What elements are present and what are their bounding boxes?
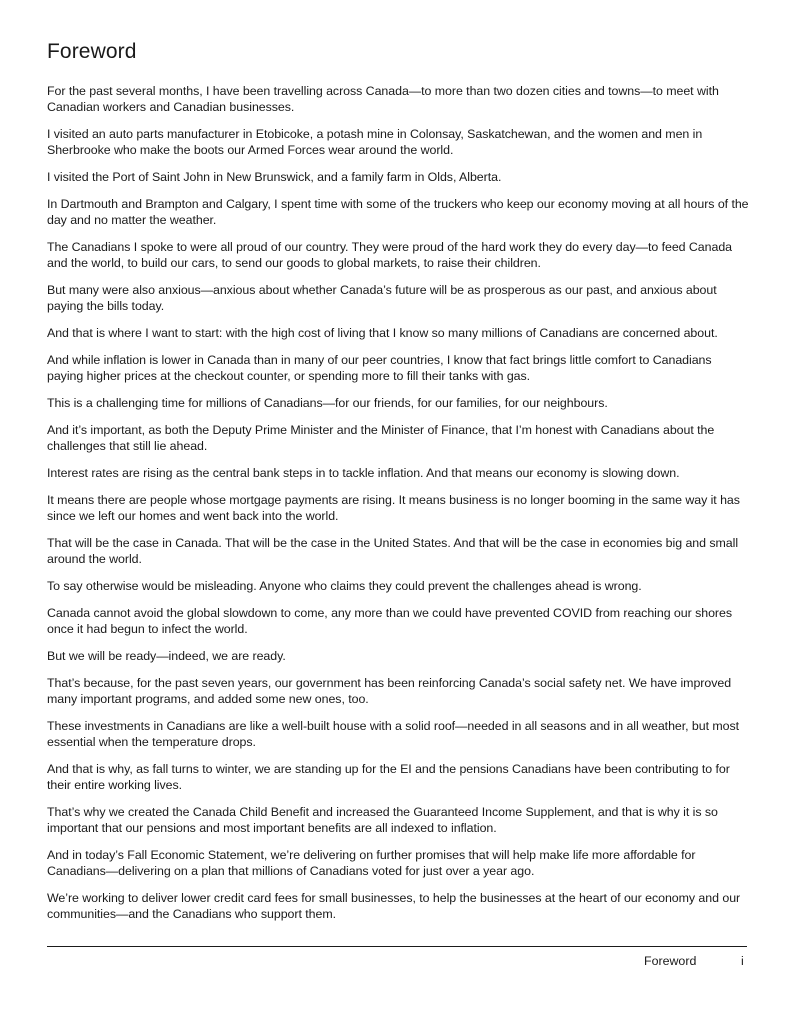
paragraph: These investments in Canadians are like a well-built house with a solid roof—needed in all seasons and in all weather, but most essential when the temperature drops. bbox=[47, 719, 740, 749]
paragraph: We’re working to deliver lower credit card fees for small businesses, to help the businesses at the heart of our economy and our communities—and the Canadians who support them. bbox=[47, 891, 741, 921]
paragraph: Canada cannot avoid the global slowdown to come, any more than we could have prevented COVID from reaching our shores once it had begun to infect the world. bbox=[47, 606, 732, 636]
paragraph: And that is why, as fall turns to winter, we are standing up for the EI and the pensions Canadians have been contributing to for their entire working lives. bbox=[47, 762, 730, 792]
paragraph: And in today’s Fall Economic Statement, we’re delivering on further promises that will help make life more affordable for Canadians—delivering on a plan that millions of Canadians voted for just over a year ago. bbox=[47, 848, 696, 878]
paragraph: Interest rates are rising as the central bank steps in to tackle inflation. And that means our economy is slowing down. bbox=[47, 466, 680, 480]
paragraph: It means there are people whose mortgage payments are rising. It means business is no longer booming in the same way it has since we left our homes and went back into the world. bbox=[47, 493, 740, 523]
paragraph: But we will be ready—indeed, we are ready. bbox=[47, 649, 286, 663]
body-text bbox=[47, 83, 750, 933]
paragraph: That will be the case in Canada. That will be the case in the United States. And that will be the case in economies big and small around the world. bbox=[47, 536, 739, 566]
footer-section-label: Foreword bbox=[644, 954, 697, 968]
paragraph: This is a challenging time for millions of Canadians—for our friends, for our families, for our neighbours. bbox=[47, 396, 608, 410]
footer-page-number: i bbox=[741, 954, 744, 968]
paragraph: But many were also anxious—anxious about whether Canada’s future will be as prosperous as our past, and anxious about paying the bills today. bbox=[47, 283, 717, 313]
paragraph: That’s why we created the Canada Child Benefit and increased the Guaranteed Income Supplement, and that is why it is so important that our pensions and most important benefits are all indexed to inflation. bbox=[47, 805, 718, 835]
paragraph: For the past several months, I have been travelling across Canada—to more than two dozen cities and towns—to meet with Canadian workers and Canadian businesses. bbox=[47, 84, 719, 114]
paragraph: I visited the Port of Saint John in New Brunswick, and a family farm in Olds, Alberta. bbox=[47, 170, 502, 184]
paragraph: And while inflation is lower in Canada than in many of our peer countries, I know that fact brings little comfort to Canadians paying higher prices at the checkout counter, or spending more to fill their tanks with gas. bbox=[47, 353, 712, 383]
paragraph: That’s because, for the past seven years, our government has been reinforcing Canada’s social safety net. We have improved many important programs, and added some new ones, too. bbox=[47, 676, 732, 706]
paragraph: I visited an auto parts manufacturer in Etobicoke, a potash mine in Colonsay, Saskatchewan, and the women and men in Sherbrooke who make the boots our Armed Forces wear around the world. bbox=[47, 127, 703, 157]
paragraph: To say otherwise would be misleading. Anyone who claims they could prevent the challenges ahead is wrong. bbox=[47, 579, 642, 593]
paragraph: And that is where I want to start: with the high cost of living that I know so many millions of Canadians are concerned about. bbox=[47, 326, 718, 340]
paragraph: And it’s important, as both the Deputy Prime Minister and the Minister of Finance, that I’m honest with Canadians about the challenges that still lie ahead. bbox=[47, 423, 715, 453]
paragraph: In Dartmouth and Brampton and Calgary, I spent time with some of the truckers who keep our economy moving at all hours of the day and no matter the weather. bbox=[47, 197, 749, 227]
page-title: Foreword bbox=[47, 40, 137, 63]
footer-divider bbox=[47, 946, 747, 947]
paragraph: The Canadians I spoke to were all proud of our country. They were proud of the hard work they do every day—to feed Canada and the world, to build our cars, to send our goods to global markets, to raise their children. bbox=[47, 240, 733, 270]
